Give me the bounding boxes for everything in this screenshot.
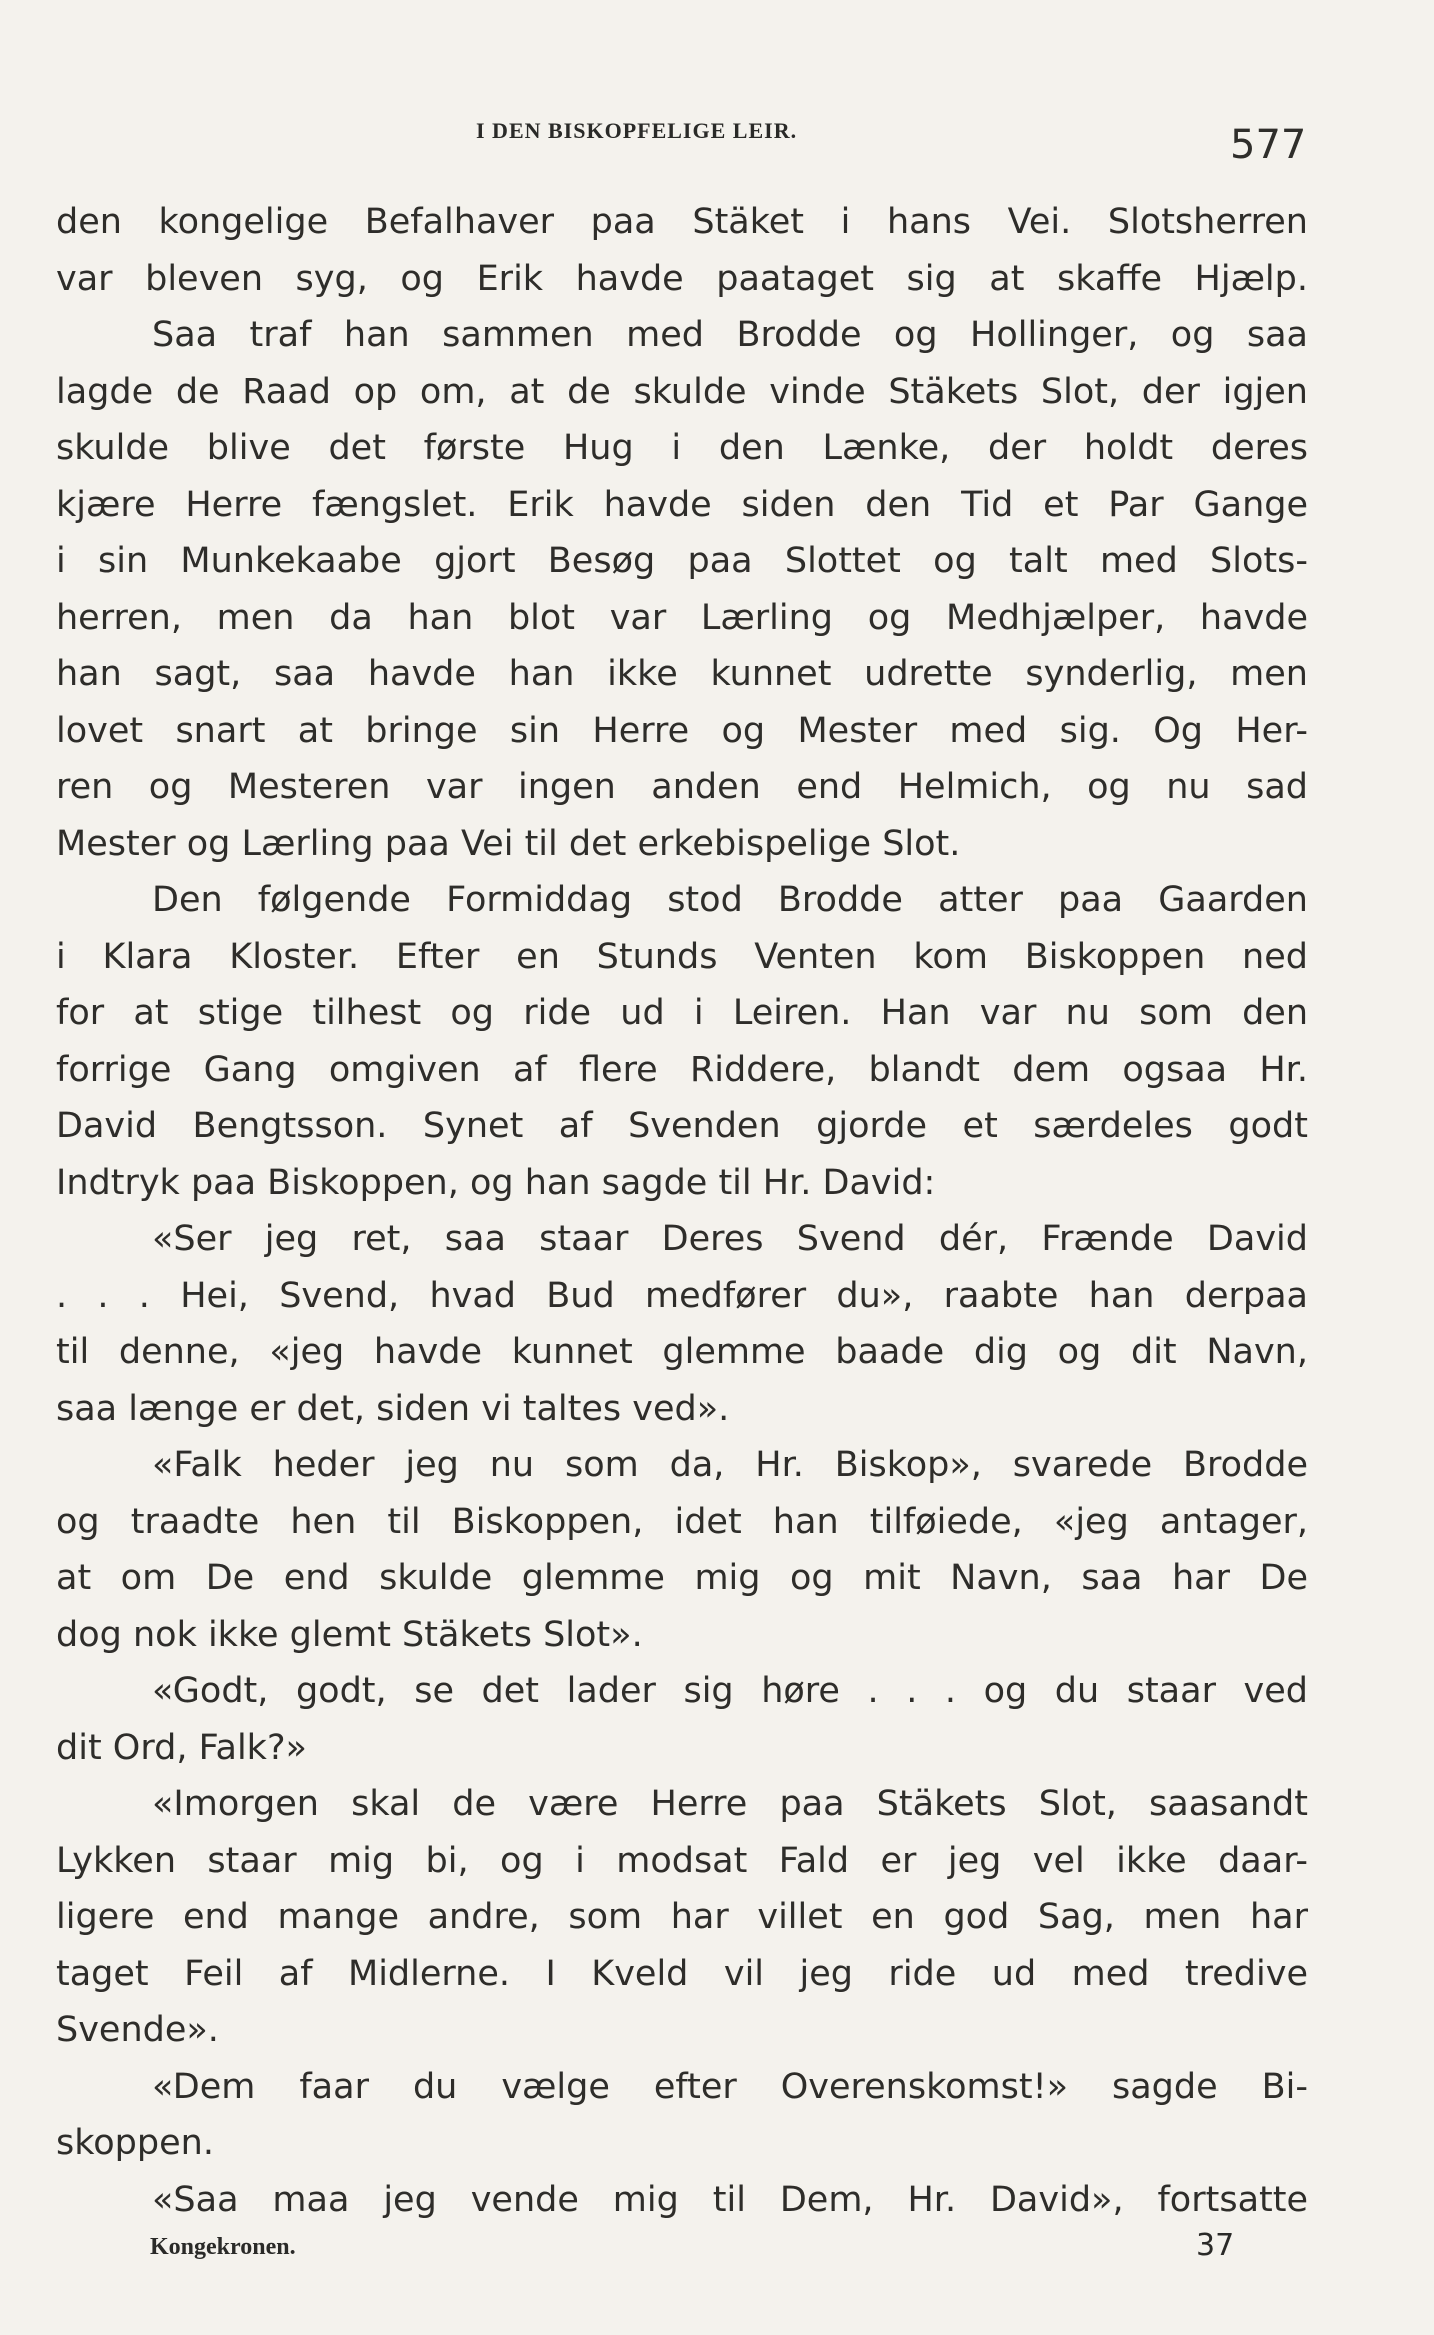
text-line: «Ser jeg ret, saa staar Deres Svend dér, Frænde David: [152, 1219, 1308, 1259]
text-line: Mester og Lærling paa Vei til det erkebispelige Slot.: [56, 823, 961, 864]
text-line: han sagt, saa havde han ikke kunnet udrette synderlig, men: [56, 654, 1308, 694]
footer-sheet-number: 37: [1196, 2228, 1235, 2263]
text-line: til denne, «jeg havde kunnet glemme baade dig og dit Navn,: [56, 1332, 1308, 1372]
text-line: at om De end skulde glemme mig og mit Navn, saa har De: [56, 1558, 1308, 1598]
text-line: «Imorgen skal de være Herre paa Stäkets Slot, saasandt: [152, 1784, 1308, 1824]
text-line: den kongelige Befalhaver paa Stäket i hans Vei. Slotsherren: [56, 202, 1308, 242]
text-line: for at stige tilhest og ride ud i Leiren. Han var nu som den: [56, 993, 1308, 1033]
text-line: «Falk heder jeg nu som da, Hr. Biskop», svarede Brodde: [152, 1445, 1308, 1485]
page-number: 577: [1230, 122, 1307, 168]
text-line: ligere end mange andre, som har villet en god Sag, men har: [56, 1897, 1308, 1937]
text-line: og traadte hen til Biskoppen, idet han tilføiede, «jeg antager,: [56, 1501, 1308, 1542]
text-line: «Godt, godt, se det lader sig høre . . . og du staar ved: [152, 1671, 1308, 1711]
text-line: skoppen.: [56, 2123, 214, 2163]
text-line: forrige Gang omgiven af flere Riddere, blandt dem ogsaa Hr.: [56, 1049, 1308, 1090]
body-text: [56, 194, 1308, 2228]
text-line: i sin Munkekaabe gjort Besøg paa Slottet og talt med Slots-: [56, 541, 1308, 581]
text-line: Lykken staar mig bi, og i modsat Fald er jeg vel ikke daar-: [56, 1840, 1308, 1881]
text-line: dog nok ikke glemt Stäkets Slot».: [56, 1614, 643, 1655]
text-line: Svende».: [56, 2010, 219, 2050]
text-line: Indtryk paa Biskoppen, og han sagde til Hr. David:: [56, 1162, 936, 1203]
text-line: saa længe er det, siden vi taltes ved».: [56, 1388, 730, 1429]
text-line: . . . Hei, Svend, hvad Bud medfører du», raabte han derpaa: [56, 1275, 1308, 1316]
text-line: Den følgende Formiddag stod Brodde atter paa Gaarden: [152, 880, 1308, 920]
footer-signature: Kongekronen.: [150, 2234, 296, 2260]
text-line: i Klara Kloster. Efter en Stunds Venten kom Biskoppen ned: [56, 936, 1308, 977]
text-line: herren, men da han blot var Lærling og Medhjælper, havde: [56, 597, 1308, 638]
text-line: «Dem faar du vælge efter Overenskomst!» sagde Bi-: [152, 2066, 1308, 2107]
text-line: David Bengtsson. Synet af Svenden gjorde et særdeles godt: [56, 1106, 1308, 1146]
running-title: I DEN BISKOPFELIGE LEIR.: [476, 118, 798, 143]
text-line: kjære Herre fængslet. Erik havde siden den Tid et Par Gange: [56, 484, 1308, 525]
text-line: dit Ord, Falk?»: [56, 1727, 307, 1768]
text-line: ren og Mesteren var ingen anden end Helmich, og nu sad: [56, 767, 1308, 807]
text-line: Saa traf han sammen med Brodde og Hollinger, og saa: [152, 315, 1308, 355]
text-line: skulde blive det første Hug i den Lænke, der holdt deres: [56, 428, 1308, 468]
text-line: lovet snart at bringe sin Herre og Mester med sig. Og Her-: [56, 710, 1308, 751]
text-line: var bleven syg, og Erik havde paataget sig at skaffe Hjælp.: [56, 258, 1308, 299]
text-line: «Saa maa jeg vende mig til Dem, Hr. David», fortsatte: [152, 2179, 1308, 2220]
text-line: lagde de Raad op om, at de skulde vinde Stäkets Slot, der igjen: [56, 371, 1308, 412]
text-line: taget Feil af Midlerne. I Kveld vil jeg ride ud med tredive: [56, 1953, 1308, 1994]
